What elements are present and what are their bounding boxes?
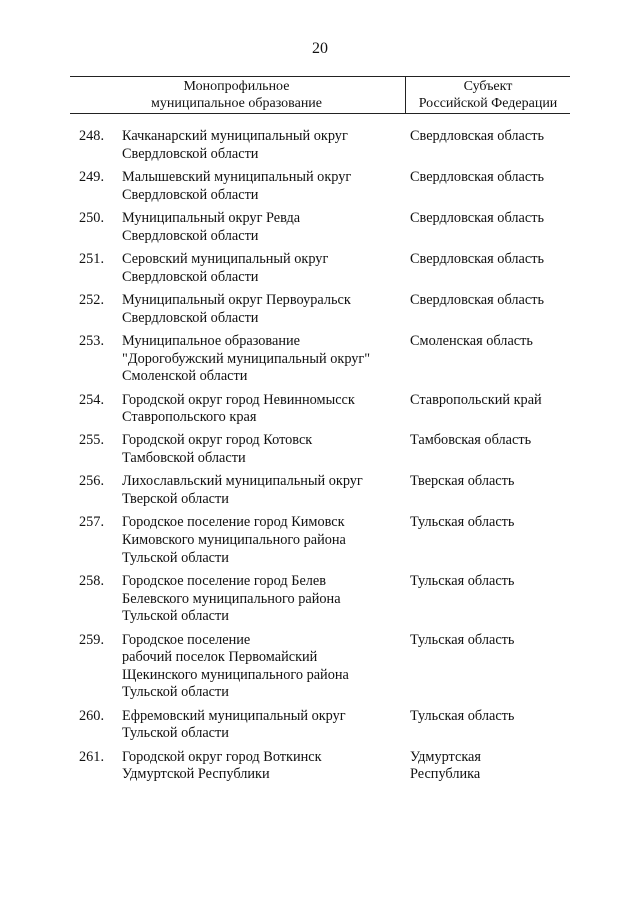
municipality-name [122,749,402,784]
row-number: 260. [79,707,105,724]
federal-subject [410,128,570,146]
table-row [70,632,570,702]
header-municipality-line: Монопрофильное [183,79,290,94]
municipality-name [122,128,402,163]
row-number: 254. [79,391,105,408]
municipality-name-line: Качканарский муниципальный округ [122,128,348,144]
federal-subject [410,473,570,491]
municipality-name-line: Удмуртской Республики [122,766,270,783]
federal-subject-line: Свердловская область [410,209,544,226]
municipality-name-line: Ставропольского края [122,409,257,426]
table-row [70,473,570,508]
table-row [70,128,570,163]
federal-subject [410,749,570,784]
federal-subject-line: Тверская область [410,473,515,490]
federal-subject-line: Республика [410,766,481,783]
municipality-name-line: Свердловской области [122,309,259,326]
municipality-name-line: Тамбовской области [122,450,246,467]
municipality-name-line: Тульской области [122,684,229,701]
table-row [70,169,570,204]
header-subject-line: Российской Федерации [418,96,558,111]
municipality-name-line: Муниципальное образование [122,332,300,349]
municipality-name-line: Тверской области [122,491,229,508]
municipality-name [122,632,402,702]
federal-subject-line: Тамбовская область [410,432,532,449]
federal-subject [410,333,570,351]
header-subject [406,78,570,112]
municipality-name-line: Свердловской области [122,145,259,162]
row-number: 261. [79,748,105,765]
federal-subject-line: Свердловская область [410,291,544,308]
row-number: 259. [79,631,105,648]
row-number: 256. [79,473,105,490]
header-subject-line: Субъект [463,79,513,94]
table-header [70,76,570,114]
row-number: 251. [79,250,105,267]
table-row [70,708,570,743]
table-row [70,333,570,386]
federal-subject-line: Свердловская область [410,168,544,185]
municipality-name-line: рабочий поселок Первомайский [122,649,318,666]
municipality-name-line: Городское поселение город Белев [122,573,327,590]
municipality-name-line: Тульской области [122,725,229,742]
row-number: 258. [79,573,105,590]
header-municipality-line: муниципальное образование [150,96,323,111]
federal-subject-line: Смоленская область [410,332,533,349]
municipality-name-line: Тульской области [122,608,229,625]
federal-subject [410,169,570,187]
table-body [70,128,570,790]
municipality-name-line: Свердловской области [122,227,259,244]
municipality-name-line: Малышевский муниципальный округ [122,168,352,185]
table-row [70,514,570,567]
table-row [70,573,570,626]
municipality-name [122,573,402,626]
municipality-name-line: Муниципальный округ Ревда [122,209,301,226]
federal-subject-line: Тульская область [410,631,515,648]
federal-subject [410,251,570,269]
municipality-name-line: Смоленской области [122,368,248,385]
municipality-name-line: Ефремовский муниципальный округ [122,707,346,724]
federal-subject [410,708,570,726]
municipality-name-line: Городское поселение город Кимовск [122,514,345,531]
federal-subject [410,573,570,591]
municipality-name-line: Щекинского муниципального района [122,666,349,683]
municipality-name-line: Городской округ город Воткинск [122,748,322,765]
federal-subject [410,432,570,450]
federal-subject [410,292,570,310]
municipality-name-line: Муниципальный округ Первоуральск [122,291,351,308]
row-number: 252. [79,291,105,308]
federal-subject-line: Свердловская область [410,250,544,267]
federal-subject-line: Тульская область [410,707,515,724]
federal-subject [410,210,570,228]
municipality-name-line: Серовский муниципальный округ [122,250,329,267]
municipality-name-line: Свердловской области [122,268,259,285]
federal-subject-line: Тульская область [410,573,515,590]
municipality-name [122,473,402,508]
municipality-name [122,392,402,427]
table-row [70,749,570,784]
table-row [70,210,570,245]
municipality-name-line: Тульской области [122,549,229,566]
municipality-name [122,432,402,467]
federal-subject [410,514,570,532]
municipality-name-line: Городской округ город Котовск [122,432,313,449]
row-number: 253. [79,332,105,349]
federal-subject-line: Свердловская область [410,128,544,144]
municipality-name [122,708,402,743]
municipality-name [122,514,402,567]
municipality-name-line: Городской округ город Невинномысск [122,391,355,408]
row-number: 249. [79,168,105,185]
row-number: 257. [79,514,105,531]
row-number: 250. [79,209,105,226]
table-row [70,292,570,327]
municipality-name [122,333,402,386]
header-municipality [70,78,403,112]
municipality-name-line: Кимовского муниципального района [122,532,346,549]
municipality-name [122,292,402,327]
federal-subject-line: Тульская область [410,514,515,531]
row-number: 248. [79,128,105,144]
municipality-name-line: Городское поселение [122,631,251,648]
table-row [70,251,570,286]
municipality-name [122,251,402,286]
row-number: 255. [79,432,105,449]
municipality-name-line: "Дорогобужский муниципальный округ" [122,350,371,367]
municipality-name-line: Белевского муниципального района [122,590,341,607]
table-row [70,432,570,467]
municipality-name [122,210,402,245]
page-number: 20 [312,40,328,57]
table-row [70,392,570,427]
federal-subject-line: Ставропольский край [410,391,542,408]
federal-subject-line: Удмуртская [410,748,481,765]
municipality-name-line: Свердловской области [122,186,259,203]
federal-subject [410,632,570,650]
federal-subject [410,392,570,410]
municipality-name [122,169,402,204]
municipality-name-line: Лихославльский муниципальный округ [122,473,363,490]
